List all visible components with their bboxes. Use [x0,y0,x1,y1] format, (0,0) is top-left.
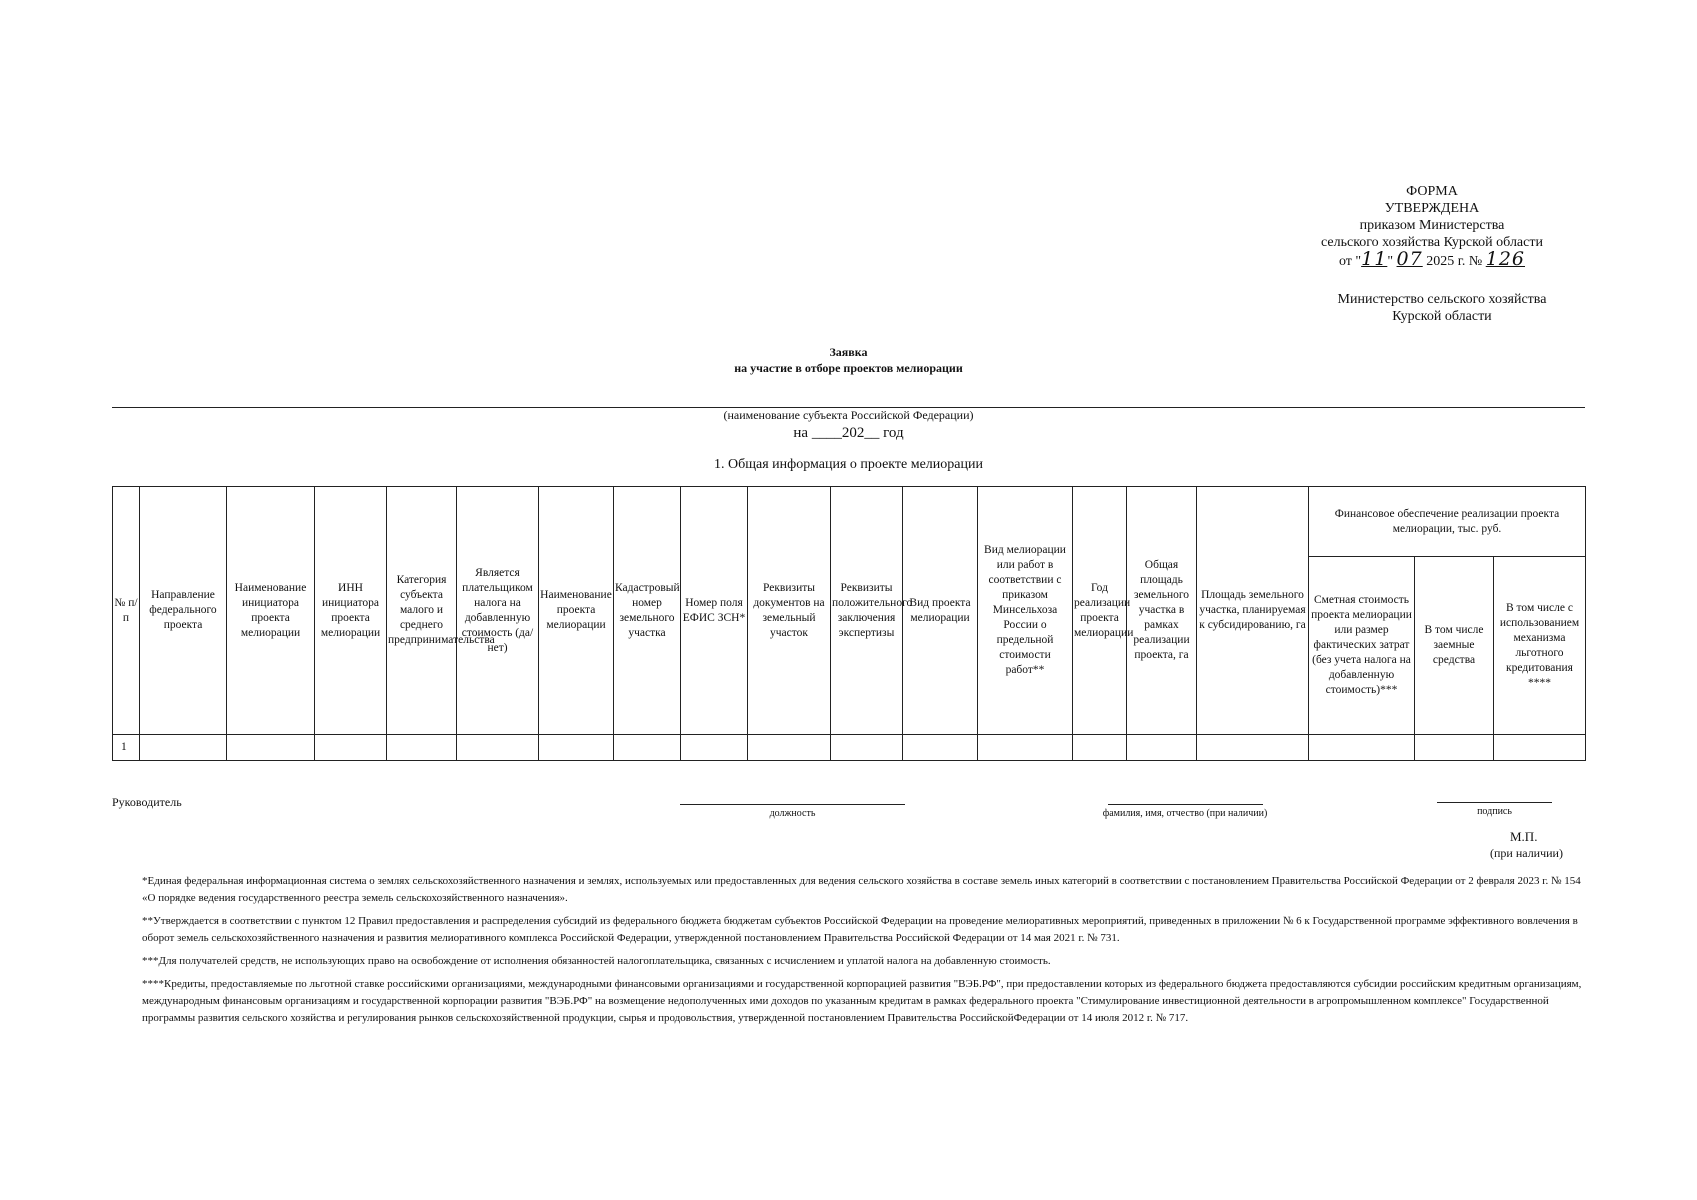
table-cell[interactable] [1415,735,1494,761]
row-number-cell: 1 [113,735,140,761]
section-1-title: 1. Общая информация о проекте мелиорации [714,457,983,472]
stamp-place-label: М.П. [1510,829,1538,844]
head-label: Руководитель [112,795,182,809]
table-cell[interactable] [387,735,457,761]
order-date-line [1282,248,1582,270]
table-cell[interactable] [1197,735,1309,761]
position-line [680,804,905,805]
table-cell[interactable] [1309,735,1415,761]
approval-stamp [1282,183,1582,270]
footnotes [142,873,1582,1033]
col-header-total-area: Общая площадь земельного участка в рамках реализации проекта, га [1127,487,1197,735]
col-header-number: № п/п [113,487,140,735]
date-year: 2025 г. № [1426,254,1483,269]
col-header-sme-category: Категория субъекта малого и среднего предпринимательства [387,487,457,735]
table-cell[interactable] [831,735,903,761]
table-cell[interactable] [1073,735,1127,761]
approved-label: УТВЕРЖДЕНА [1384,201,1480,216]
col-header-subsidized-area: Площадь земельного участка, планируемая к субсидированию, га [1197,487,1309,735]
table-cell[interactable] [1494,735,1586,761]
table-cell[interactable] [457,735,539,761]
table-cell[interactable] [140,735,227,761]
addressee-line-1: Министерство сельского хозяйства [1337,292,1547,307]
stamp-place-note: (при наличии) [1490,846,1563,860]
col-header-expertise: Реквизиты положительного заключения экспертизы [831,487,903,735]
document-subtitle: на участие в отборе проектов мелиорации [734,361,963,375]
name-line [1108,804,1263,805]
table-cell[interactable] [1127,735,1197,761]
col-header-estimated-cost: Сметная стоимость проекта мелиорации или размер фактических затрат (без учета налога на добавленную стоимость)*** [1309,557,1415,735]
forma-label: ФОРМА [1406,184,1458,199]
footnote-1: *Единая федеральная информационная система о землях сельскохозяйственного назначения и землях, используемых или предоставленных для ведения сельского хозяйства в составе земель иных категорий в соответствии с постановлением Правительства Российской Федерации от 2 февраля 2023 г. № 154 «О порядке ведения государственного реестра земель сельскохозяйственного назначения». [142,875,1581,904]
footnote-2: **Утверждается в соответствии с пунктом 12 Правил предоставления и распределения субсидий из федерального бюджета бюджетам субъектов Российской Федерации на проведение мелиоративных мероприятий, приведенных в приложении № 6 к Государственной программе эффективного вовлечения в оборот земель сельскохозяйственного назначения и развития мелиоративного комплекса Российской Федерации, утвержденной постановлением Правительства Российской Федерации от 14 мая 2021 г. № 731. [142,915,1578,944]
handwritten-month: 07 [1396,248,1423,270]
addressee-block [1292,291,1592,325]
col-header-initiator: Наименование инициатора проекта мелиорации [227,487,315,735]
position-caption: должность [769,808,816,819]
col-header-project-type: Вид проекта мелиорации [903,487,978,735]
date-mid: " [1387,254,1394,269]
col-header-year: Год реализации проекта мелиорации [1073,487,1127,735]
handwritten-day: 11 [1361,248,1388,270]
footnote-4: ****Кредиты, предоставляемые по льготной ставке российскими организациями, международными финансовыми организациями и государственной корпорацией развития "ВЭБ.РФ", при предоставлении которых из федерального бюджета предоставляются субсидии российским кредитным организациям, международным финансовым организациям и государственной корпорации развития "ВЭБ.РФ" на возмещение недополученных ими доходов по указанным кредитам в рамках федерального проекта "Стимулирование инвестиционной деятельности в агропромышленном комплексе" Государственной программы развития сельского хозяйства и регулирования рынков сельскохозяйственной продукции, сырья и продовольствия, утвержденной постановлением Правительства РоссийскойФедерации от 14 июля 2012 г. № 717. [142,978,1582,1024]
table-cell[interactable] [903,735,978,761]
col-header-work-type: Вид мелиорации или работ в соответствии с приказом Минсельхоза России о предельной стоимости работ** [978,487,1073,735]
table-cell[interactable] [315,735,387,761]
col-header-inn: ИНН инициатора проекта мелиорации [315,487,387,735]
col-header-borrowed-funds: В том числе заемные средства [1415,557,1494,735]
date-prefix: от " [1338,254,1362,269]
col-header-cadastral: Кадастровый номер земельного участка [614,487,681,735]
col-header-preferential-credit: В том числе с использованием механизма льготного кредитования **** [1494,557,1586,735]
subject-caption: (наименование субъекта Российской Федерации) [723,408,974,422]
table-cell[interactable] [978,735,1073,761]
table-cell[interactable] [681,735,748,761]
document-title: Заявка [829,345,868,359]
year-line: на ____202__ год [793,425,904,441]
col-header-land-docs: Реквизиты документов на земельный участок [748,487,831,735]
table-cell[interactable] [227,735,315,761]
table-cell[interactable] [539,735,614,761]
col-header-direction: Направление федерального проекта [140,487,227,735]
project-info-table [112,486,1586,761]
signature-caption: подпись [1477,806,1512,817]
table-cell[interactable] [748,735,831,761]
col-header-project-name: Наименование проекта мелиорации [539,487,614,735]
table-row [113,735,1586,761]
name-caption: фамилия, имя, отчество (при наличии) [1102,808,1268,819]
addressee-line-2: Курской области [1392,309,1492,324]
col-header-vat-payer: Является плательщиком налога на добавленную стоимость (да/нет) [457,487,539,735]
order-line-1: приказом Министерства [1359,218,1505,233]
order-line-2: сельского хозяйства Курской области [1321,235,1543,250]
footnote-3: ***Для получателей средств, не использующих право на освобождение от исполнения обязанностей налогоплательщика, связанных с исчислением и уплатой налога на добавленную стоимость. [142,955,1051,967]
table-cell[interactable] [614,735,681,761]
signature-line [1437,802,1552,803]
col-header-field-number: Номер поля ЕФИС ЗСН* [681,487,748,735]
col-header-finance-group: Финансовое обеспечение реализации проекта мелиорации, тыс. руб. [1309,487,1586,557]
handwritten-number: 126 [1485,248,1526,270]
